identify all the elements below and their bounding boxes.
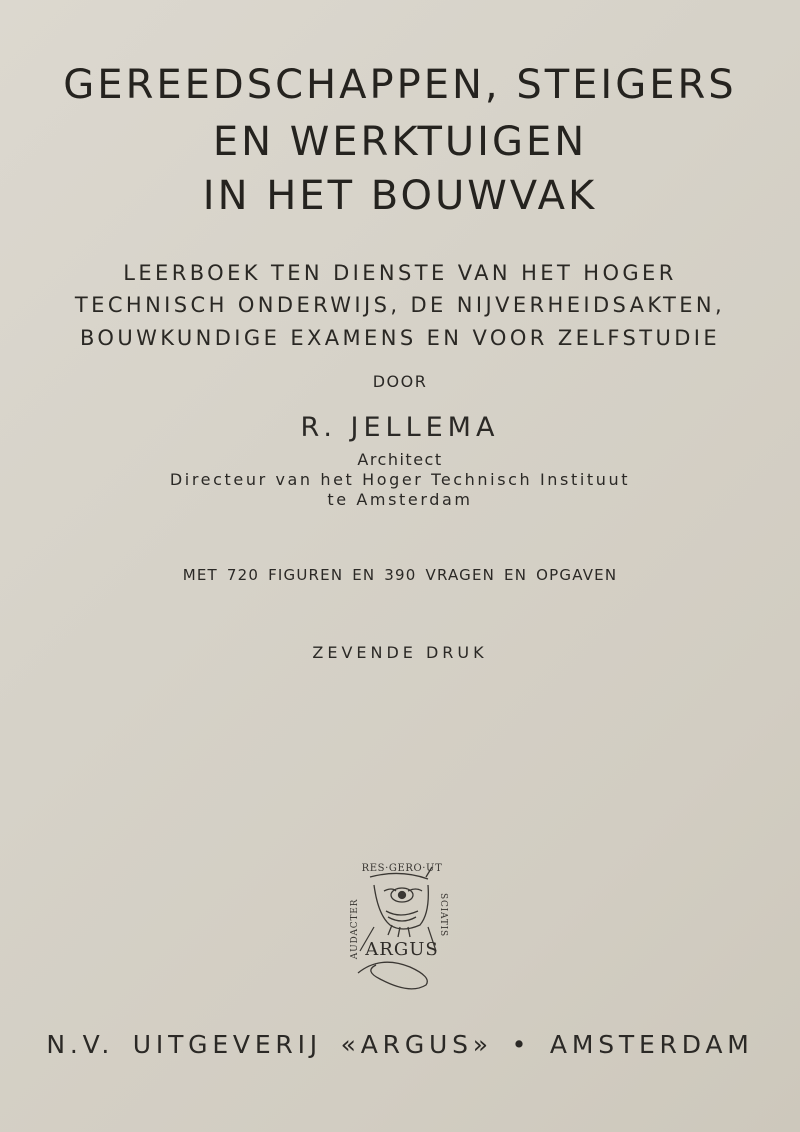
logo-name: ARGUS xyxy=(365,939,439,960)
author-institute: Directeur van het Hoger Technisch Instituut xyxy=(169,470,631,489)
subtitle-line-3: BOUWKUNDIGE EXAMENS EN VOOR ZELFSTUDIE xyxy=(79,326,721,350)
author-name: R. JELLEMA xyxy=(300,412,500,443)
figures-note: MET 720 FIGUREN EN 390 VRAGEN EN OPGAVEN xyxy=(182,566,618,584)
book-title-line-1: GEREEDSCHAPPEN, STEIGERS xyxy=(63,62,737,108)
logo-motto-left: AUDACTER xyxy=(350,898,360,960)
logo-motto-right: SCIATIS xyxy=(438,893,448,937)
logo-motto-top: RES·GERO·UT xyxy=(361,863,443,874)
book-title-line-3: IN HET BOUWVAK xyxy=(202,173,598,219)
owl-bird-icon xyxy=(370,867,432,937)
edition-label: ZEVENDE DRUK xyxy=(312,643,488,662)
argus-owl-emblem-icon xyxy=(340,855,460,995)
author-role: Architect xyxy=(357,450,443,469)
by-label: DOOR xyxy=(372,372,428,391)
subtitle-line-1: LEERBOEK TEN DIENSTE VAN HET HOGER xyxy=(123,261,677,285)
book-title-line-2: EN WERKTUIGEN xyxy=(212,119,588,165)
subtitle-line-2: TECHNISCH ONDERWIJS, DE NIJVERHEIDSAKTEN, xyxy=(74,293,726,317)
publisher-imprint: N.V. UITGEVERIJ «ARGUS» • AMSTERDAM xyxy=(46,1030,754,1059)
logo-flourish-icon xyxy=(358,962,427,989)
author-city: te Amsterdam xyxy=(327,490,473,509)
